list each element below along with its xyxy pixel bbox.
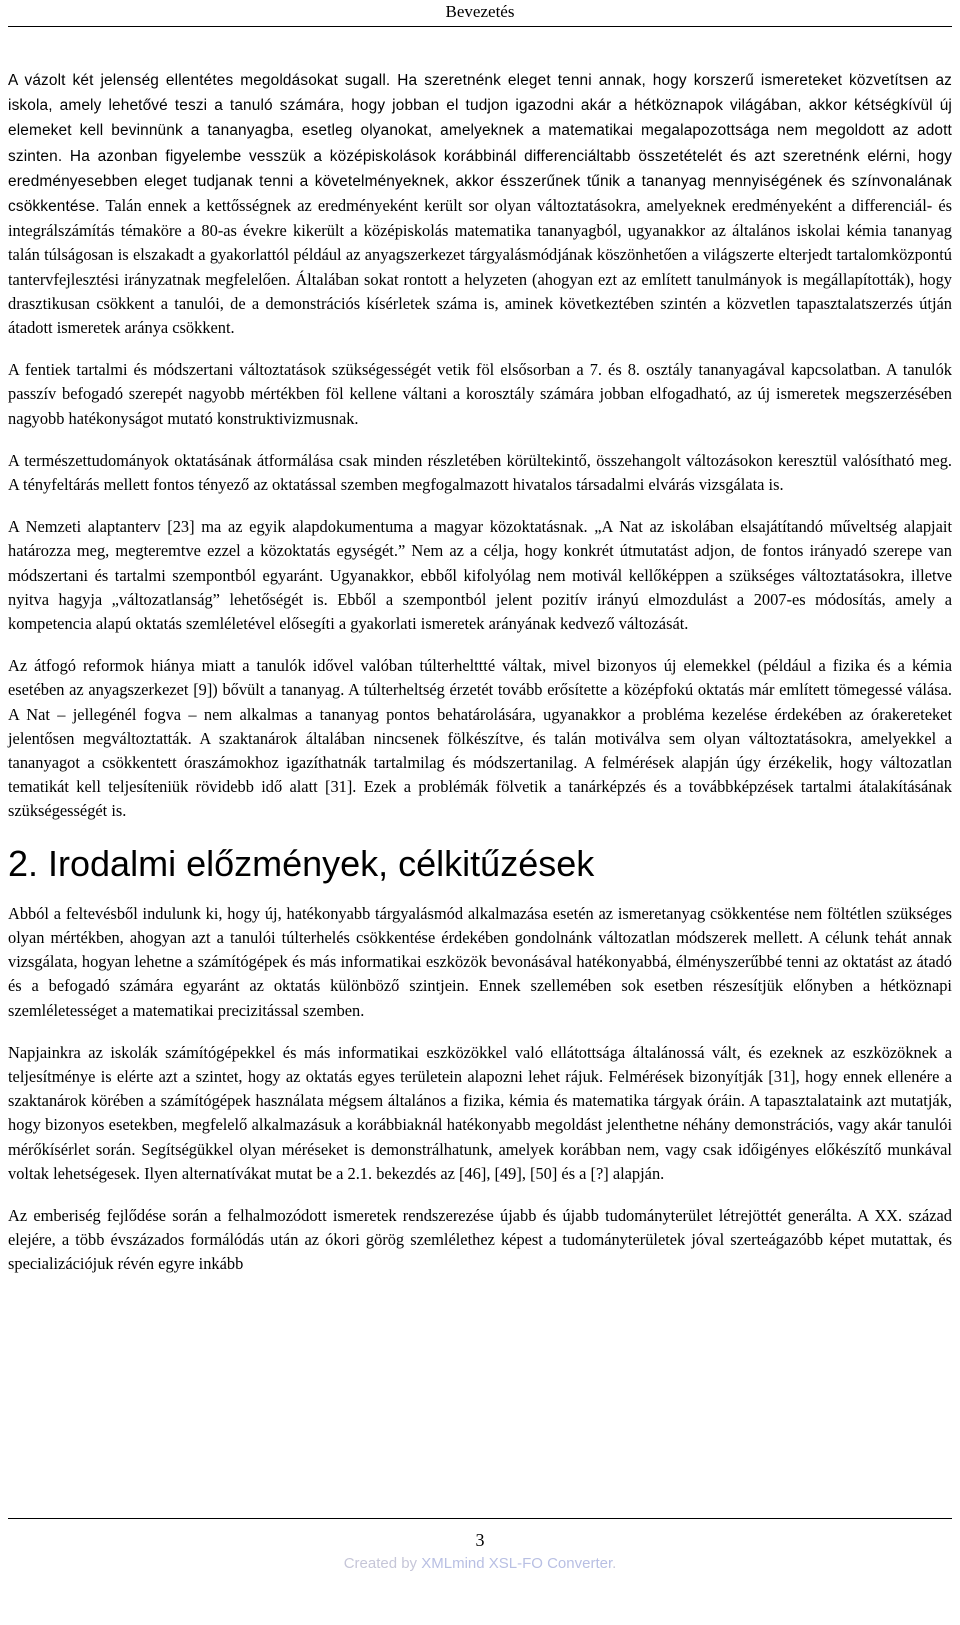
watermark-brand: XMLmind XSL-FO Converter	[421, 1555, 613, 1572]
page-body	[8, 68, 952, 1295]
chapter-heading: 2. Irodalmi előzmények, célkitűzések	[8, 842, 595, 884]
paragraph-science-education: A természettudományok oktatásának átformálása csak minden részletében körültekintő, összehangolt változásokon keresztül valósítható meg. A tényfeltárás mellett fontos tényező az oktatással szemben megfogalmazott hivatalos társadalmi elvárás vizsgálata is.	[8, 450, 952, 495]
watermark-prefix: Created by	[343, 1555, 422, 1572]
running-header-title: Bevezetés	[445, 2, 515, 21]
converter-watermark	[0, 1553, 960, 1575]
paragraph-intro-serif-text: Talán ennek a kettősségnek az eredményeként került sor olyan változtatásokra, amelyeknek eredményeként a differenciál- és integrálszámítás témaköre a 80-as évekre kikerült a középiskolás matematika tananyagból, ugyanakkor az általános iskolai kémia tananyag talán túlságosan is elszakadt a gyakorlattól például az anyagszerkezet tárgyalásmódjának köszönhetően a világszerte elterjedt tartalomközpontú tantervfejlesztési irányzatnak megfelelően. Általában sokat rontott a helyzeten (ahogyan ezt az említett tanulmányok is megállapították), hogy drasztikusan csökkent a tanulói, de a demonstrációs kísérletek száma is, aminek következtében szintén a közvetlen tapasztalatszerzés útján átadott ismeretek aránya csökkent.	[8, 196, 952, 338]
header-divider	[8, 26, 952, 27]
footer-divider	[8, 1518, 952, 1519]
paragraph-history-of-science: Az emberiség fejlődése során a felhalmozódott ismeretek rendszerezése újabb és újabb tudományterület létrejöttét generálta. A XX. század elejére, a több évszázados formálódás után az ókori görög szemlélethez képest a tudományterületek jóval szerteágazóbb képet mutattak, és specializációjuk révén egyre inkább	[8, 1205, 952, 1274]
paragraph-national-curriculum: A Nemzeti alaptanterv [23] ma az egyik alapdokumentuma a magyar közoktatásnak. „A Nat az iskolában elsajátítandó műveltség alapjait határozza meg, megteremtve ezzel a közoktatás egységét.” Nem az a célja, hogy konkrét útmutatást adjon, de fontos irányadó szerepe van módszertani és tartalmi szempontból egyaránt. Ugyanakkor, ebből kifolyólag nem motivál kellőképpen a szükséges változtatásokra, illetve nyitva hagyja „változatlanság” lehetőségét is. Ebből a szempontból jelent pozitív irányú elmozdulást a 2007-es módosítás, amely a kompetencia alapú oktatás szemléletével elősegíti a gyakorlati ismeretek arányának kedvező változását.	[8, 517, 952, 634]
watermark-suffix: .	[612, 1555, 617, 1572]
paragraph-intro	[8, 68, 952, 340]
paragraph-computers-in-schools: Napjainkra az iskolák számítógépekkel és más informatikai eszközökkel való ellátottsága általánossá vált, és ezeknek az eszközöknek a teljesítménye is elérte azt a szintet, hogy az oktatás egyes területein alapozni lehet rájuk. Felmérések bizonyítják [31], hogy ennek ellenére a szaktanárok körében a számítógépek használata mégsem általános a fizika, kémia és matematika tárgyak óráin. A tapasztalataink azt mutatják, hogy bizonyos esetekben, megfelelő alkalmazásuk a korábbiaknál hatékonyabb megoldást jelenthetne néhány demonstrációs, vagy akár tanulói mérőkísérlet során. Segítségükkel olyan méréseket is demonstrálhatunk, amelyek korábban nem, vagy csak időigényes előkészítő munkával voltak lehetségesek. Ilyen alternatívákat mutat be a 2.1. bekezdés az [46], [49], [50] és a [?] alapján.	[8, 1042, 952, 1183]
paragraph-methodology: A fentiek tartalmi és módszertani változtatások szükségességét vetik föl elsősorban a 7. és 8. osztály tananyagával kapcsolatban. A tanulók passzív befogadó szerepét nagyobb mértékben föl kellene váltani a korosztály számára jobban elfogadható, az új ismeretek megszerzésében nagyobb hatékonyságot mutató konstruktivizmusnak.	[8, 360, 952, 428]
paragraph-intro-sans-text: A vázolt két jelenség ellentétes megoldásokat sugall. Ha szeretnénk eleget tenni annak, hogy korszerű ismereteket közvetítsen az iskola, amely lehetővé teszi a tanuló számára, hogy jobban el tudjon igazodni akár a hétköznapok világában, akkor kétségkívül új elemeket kell bevinnünk a tananyagba, esetleg olyanokat, amelyeknek a matematikai megalapozottsága nem megoldott az adott szinten. Ha azonban figyelembe vesszük a középiskolások korábbinál differenciáltabb összetételét és azt szeretnénk elérni, hogy eredményesebben eleget tudjanak tenni a követelményeknek, akkor ésszerűnek tűnik a tananyag mennyiségének és színvonalának csökkentése.	[8, 72, 952, 216]
page-number: 3	[475, 1530, 485, 1550]
paragraph-hypothesis: Abból a feltevésből indulunk ki, hogy új, hatékonyabb tárgyalásmód alkalmazása esetén az ismeretanyag csökkentése nem föltétlen szükséges olyan mértékben, ahogyan azt a tanulói túlterhelés csökkentése érdekében gondolnánk változatlan módszerek mellett. A célunk tehát annak vizsgálata, hogyan lehetne a számítógépek és más informatikai eszközök bevonásával hatékonyabbá, élményszerűbbé tenni az oktatást az átadó és a befogadó számára egyaránt az oktatás különböző szintjein. Ennek szellemében sok esetben részesítjük előnyben a hétköznapi szemléletességet a matematikai precizitással szemben.	[8, 903, 952, 1020]
paragraph-reforms: Az átfogó reformok hiánya miatt a tanulók idővel valóban túlterhelttté váltak, mivel bizonyos új elemekkel (például a fizika és a kémia esetében az anyagszerkezet [9]) bővült a tananyag. A túlterheltség érzetét tovább erősítette a középfokú oktatás már említett tömegessé válása. A Nat – jellegénél fogva – nem alkalmas a tananyag pontos behatárolására, ugyanakkor a probléma kezelése érdekében az órakereteket jelentősen megváltoztatták. A szaktanárok általában nincsenek fölkészítve, és talán motiválva sem olyan változtatásokra, amelyekkel a tananyagot a csökkentett óraszámokhoz igazíthatnák tartalmilag és módszertanilag. A felmérések alapján úgy érzékelik, hogy változatlan tematikát kell teljesíteniük rövidebb idő alatt [31]. Ezek a problémák fölvetik a tanárképzés és a továbbképzések tartalmi átalakításának szükségességét is.	[8, 656, 952, 821]
